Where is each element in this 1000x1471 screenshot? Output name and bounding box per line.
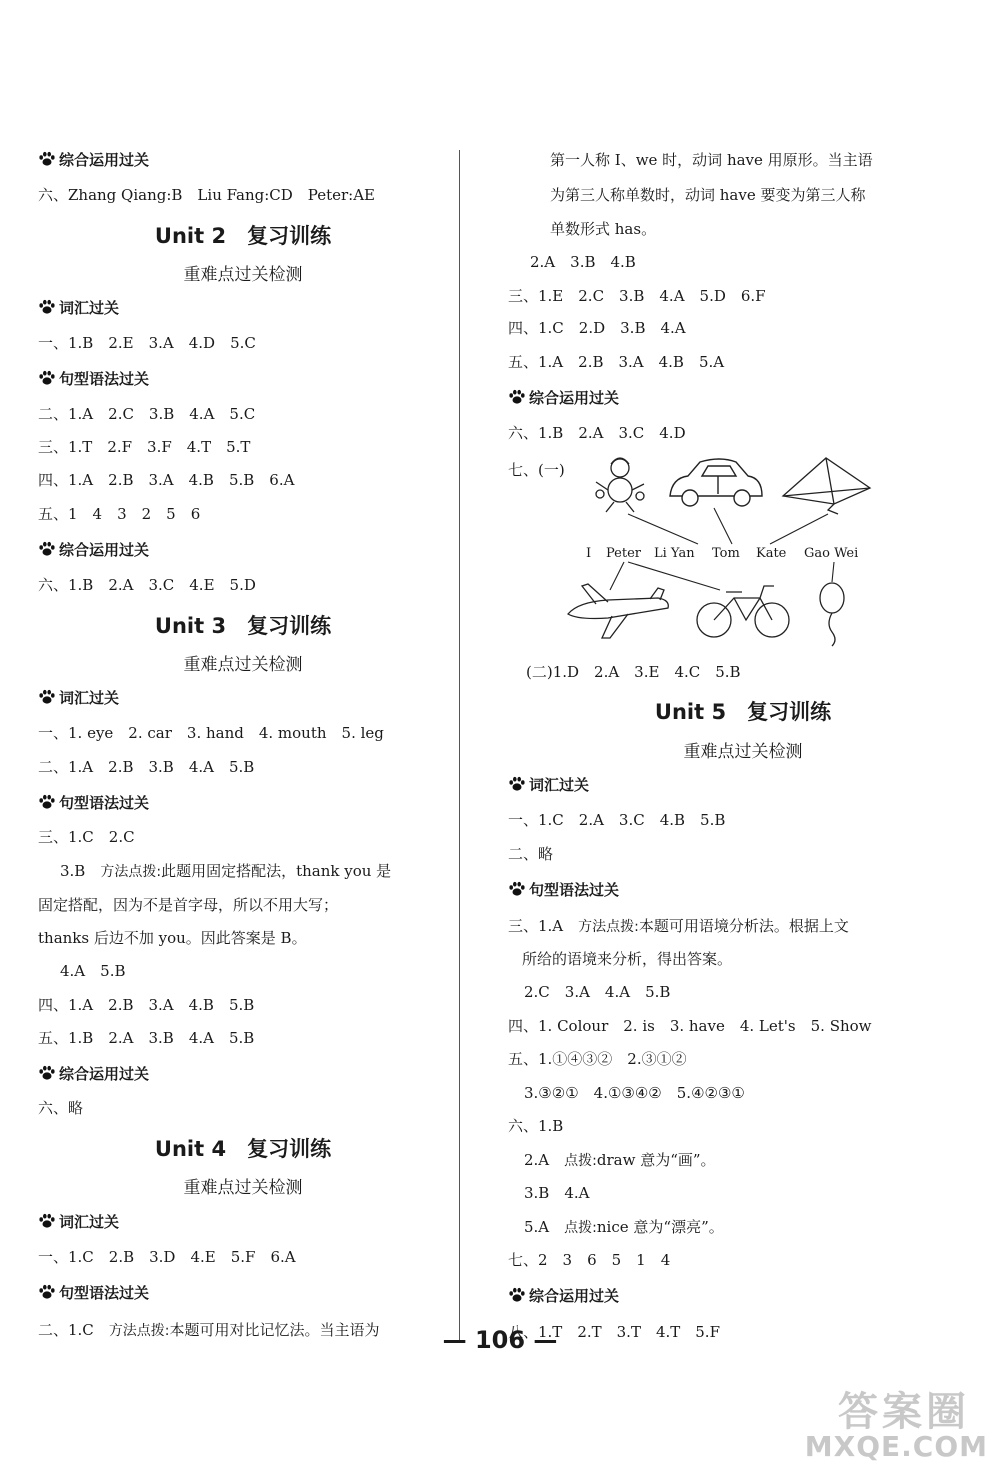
- paw-icon: [508, 389, 526, 405]
- answer-line: 六、1.B 2.A 3.C 4.D: [508, 424, 686, 442]
- unit-title: Unit 2 复习训练: [154, 224, 332, 248]
- answer-line: 二、略: [508, 845, 554, 863]
- answer-line: 五、1.A 2.B 3.A 4.B 5.A: [508, 353, 725, 371]
- plane-icon: [568, 584, 668, 638]
- name-label: Gao Wei: [804, 546, 859, 561]
- car-icon: [670, 459, 762, 506]
- answer-line: 五、1 4 3 2 5 6: [38, 505, 201, 523]
- answer-line: 4.A 5.B: [60, 962, 126, 980]
- section-heading: 综合运用过关: [38, 1064, 149, 1084]
- answer-line: (二)1.D 2.A 3.E 4.C 5.B: [526, 663, 741, 681]
- watermark-text: 答案圈: [838, 1389, 970, 1435]
- answer-line: thanks 后边不加 you。因此答案是 B。: [38, 929, 307, 947]
- answer-line: 六、Zhang Qiang:B Liu Fang:CD Peter:AE: [38, 186, 375, 204]
- answer-line: 3.B 方法点拨:此题用固定搭配法，thank you 是: [60, 862, 392, 880]
- paw-icon: [38, 370, 56, 386]
- method-tip-label: 方法点拨:: [578, 919, 639, 935]
- section-heading: 综合运用过关: [508, 388, 619, 408]
- answer-line: 为第三人称单数时，动词 have 要变为第三人称: [550, 186, 866, 204]
- answer-line: 第一人称 I、we 时，动词 have 用原形。当主语: [550, 151, 873, 169]
- unit-title: Unit 5 复习训练: [654, 700, 832, 724]
- watermark-url: MXQE.COM: [804, 1430, 988, 1463]
- answer-line: 所给的语境来分析，得出答案。: [522, 950, 733, 968]
- bicycle-icon: [697, 586, 789, 637]
- kite-icon: [783, 458, 870, 514]
- answer-line: 三、1.A 方法点拨:本题可用语境分析法。根据上文: [508, 917, 849, 935]
- paw-icon: [38, 299, 56, 315]
- name-label: Peter: [606, 546, 641, 561]
- section-heading: 综合运用过关: [38, 540, 149, 560]
- paw-icon: [38, 689, 56, 705]
- name-label: Kate: [756, 546, 787, 561]
- paw-icon: [508, 1287, 526, 1303]
- section-heading: 词汇过关: [38, 298, 119, 318]
- section-heading: 句型语法过关: [38, 793, 149, 813]
- answer-line: 六、1.B: [508, 1117, 564, 1135]
- section-heading: 综合运用过关: [38, 150, 149, 170]
- name-label: Tom: [712, 546, 740, 561]
- answer-line: 四、1.A 2.B 3.A 4.B 5.B 6.A: [38, 471, 295, 489]
- answer-line: 六、略: [38, 1099, 84, 1117]
- answer-line: 二、1.A 2.B 3.B 4.A 5.B: [38, 758, 255, 776]
- paw-icon: [508, 881, 526, 897]
- answer-line: 四、1. Colour 2. is 3. have 4. Let's 5. Show: [508, 1017, 872, 1035]
- answer-line: 2.A 点拨:draw 意为“画”。: [524, 1151, 716, 1169]
- answer-line: 八、1.T 2.T 3.T 4.T 5.F: [508, 1323, 720, 1341]
- section-heading: 句型语法过关: [38, 369, 149, 389]
- name-label: I: [586, 546, 592, 561]
- section-heading: 词汇过关: [508, 775, 589, 795]
- paw-icon: [38, 1213, 56, 1229]
- page-number: — 106 —: [442, 1326, 558, 1354]
- answer-line: 2.C 3.A 4.A 5.B: [524, 983, 671, 1001]
- method-tip-label: 方法点拨:: [108, 1323, 170, 1339]
- answer-line: 固定搭配，因为不是首字母，所以不用大写；: [38, 896, 339, 914]
- answer-line: 七、(一): [508, 461, 565, 479]
- paw-icon: [38, 1065, 56, 1081]
- tip-label: 点拨:: [564, 1220, 597, 1236]
- answer-line: 3.③②① 4.①③④② 5.④②③①: [524, 1084, 745, 1102]
- answer-line: 二、1.A 2.C 3.B 4.A 5.C: [38, 405, 256, 423]
- answer-line: 五、1.B 2.A 3.B 4.A 5.B: [38, 1029, 255, 1047]
- tip-label: 点拨:: [564, 1153, 597, 1169]
- answer-line: 四、1.C 2.D 3.B 4.A: [508, 319, 686, 337]
- answer-line: 3.B 4.A: [524, 1184, 590, 1202]
- answer-line: 三、1.C 2.C: [38, 828, 135, 846]
- answer-line: 5.A 点拨:nice 意为“漂亮”。: [524, 1218, 724, 1236]
- method-tip-label: 方法点拨:: [100, 864, 162, 880]
- paw-icon: [38, 794, 56, 810]
- name-label: Li Yan: [654, 546, 695, 561]
- balloon-icon: [820, 583, 844, 646]
- column-divider: [459, 150, 460, 1340]
- answer-line: 单数形式 has。: [550, 220, 657, 238]
- answer-line: 一、1.B 2.E 3.A 4.D 5.C: [38, 334, 256, 352]
- section-heading: 句型语法过关: [38, 1283, 149, 1303]
- unit-subtitle: 重难点过关检测: [183, 265, 303, 285]
- toy-clown-icon: [596, 458, 644, 512]
- answer-line: 三、1.E 2.C 3.B 4.A 5.D 6.F: [508, 287, 766, 305]
- paw-icon: [508, 776, 526, 792]
- answer-line: 2.A 3.B 4.B: [530, 253, 636, 271]
- answer-line: 二、1.C 方法点拨:本题可用对比记忆法。当主语为: [38, 1321, 380, 1339]
- answer-line: 四、1.A 2.B 3.A 4.B 5.B: [38, 996, 255, 1014]
- answer-line: 三、1.T 2.F 3.F 4.T 5.T: [38, 438, 251, 456]
- matching-figure: [548, 452, 888, 648]
- unit-title: Unit 4 复习训练: [154, 1137, 332, 1161]
- answer-line: 一、1.C 2.B 3.D 4.E 5.F 6.A: [38, 1248, 296, 1266]
- paw-icon: [38, 1284, 56, 1300]
- answer-line: 六、1.B 2.A 3.C 4.E 5.D: [38, 576, 256, 594]
- unit-title: Unit 3 复习训练: [154, 614, 332, 638]
- paw-icon: [38, 541, 56, 557]
- answer-line: 一、1. eye 2. car 3. hand 4. mouth 5. leg: [38, 724, 384, 742]
- section-heading: 综合运用过关: [508, 1286, 619, 1306]
- answer-line: 五、1.①④③② 2.③①②: [508, 1050, 687, 1068]
- section-heading: 词汇过关: [38, 1212, 119, 1232]
- section-heading: 句型语法过关: [508, 880, 619, 900]
- unit-subtitle: 重难点过关检测: [183, 1178, 303, 1198]
- unit-subtitle: 重难点过关检测: [683, 742, 803, 762]
- paw-icon: [38, 151, 56, 167]
- section-heading: 词汇过关: [38, 688, 119, 708]
- answer-line: 七、2 3 6 5 1 4: [508, 1251, 671, 1269]
- answer-line: 一、1.C 2.A 3.C 4.B 5.B: [508, 811, 726, 829]
- unit-subtitle: 重难点过关检测: [183, 655, 303, 675]
